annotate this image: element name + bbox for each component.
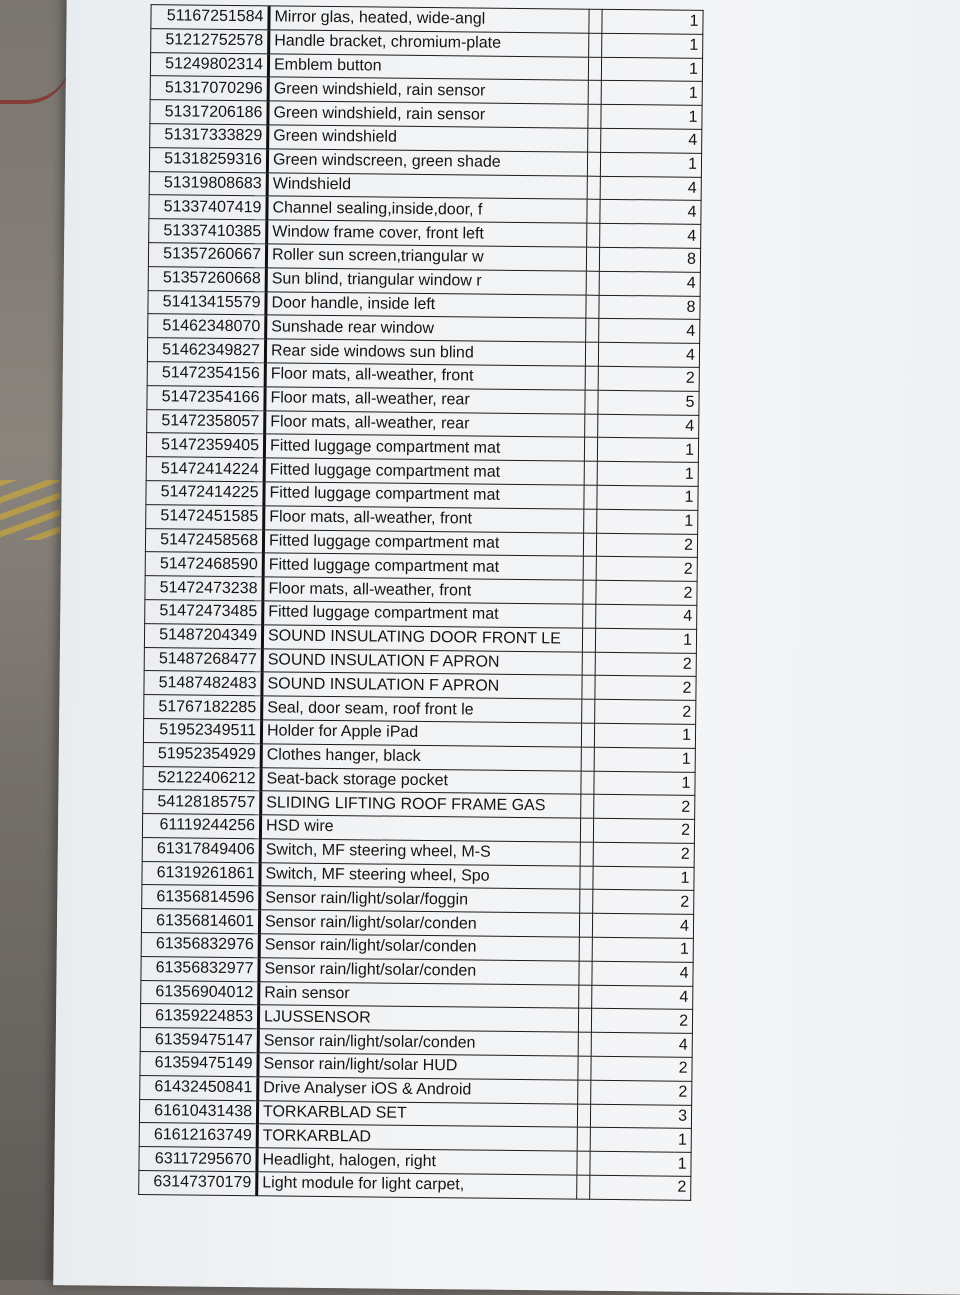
quantity-cell: 2 <box>593 818 694 843</box>
part-number-cell: 51337407419 <box>149 195 267 220</box>
description-cell: HSD wire <box>260 815 580 842</box>
quantity-cell: 1 <box>593 866 694 891</box>
quantity-cell: 1 <box>590 1128 691 1153</box>
quantity-cell: 4 <box>599 271 700 296</box>
quantity-cell: 4 <box>599 319 700 344</box>
description-cell: Headlight, halogen, right <box>257 1148 577 1175</box>
description-cell: Floor mats, all-weather, front <box>265 363 585 390</box>
printed-sheet <box>53 0 960 1295</box>
part-number-cell: 51357260667 <box>148 243 266 268</box>
quantity-cell: 4 <box>596 604 697 629</box>
quantity-cell: 1 <box>601 57 702 82</box>
quantity-cell: 2 <box>595 652 696 677</box>
quantity-cell: 1 <box>594 723 695 748</box>
parts-table-body <box>139 5 703 1201</box>
empty-cell <box>579 985 592 1009</box>
empty-cell <box>583 604 596 628</box>
empty-cell <box>586 295 599 319</box>
part-number-cell: 63147370179 <box>139 1171 257 1196</box>
description-cell: Green windshield, rain sensor <box>268 101 588 128</box>
part-number-cell: 51472414225 <box>146 481 264 506</box>
parts-table <box>138 4 703 1201</box>
empty-cell <box>579 961 592 985</box>
quantity-cell: 2 <box>594 795 695 820</box>
empty-cell <box>582 699 595 723</box>
quantity-cell: 4 <box>600 200 701 225</box>
quantity-cell: 2 <box>591 1056 692 1081</box>
empty-cell <box>588 104 601 128</box>
empty-cell <box>581 747 594 771</box>
description-cell: SOUND INSULATING DOOR FRONT LE <box>262 625 582 652</box>
description-cell: Windshield <box>267 172 587 199</box>
part-number-cell: 51472473485 <box>145 599 263 624</box>
quantity-cell: 2 <box>596 533 697 558</box>
description-cell: TORKARBLAD <box>257 1124 577 1151</box>
empty-cell <box>582 675 595 699</box>
empty-cell <box>584 509 597 533</box>
description-cell: Floor mats, all-weather, rear <box>265 387 585 414</box>
part-number-cell: 51167251584 <box>151 5 269 30</box>
description-cell: Light module for light carpet, <box>257 1172 577 1199</box>
description-cell: Holder for Apple iPad <box>261 720 581 747</box>
description-cell: Rear side windows sun blind <box>265 339 585 366</box>
quantity-cell: 2 <box>595 676 696 701</box>
part-number-cell: 61432450841 <box>140 1075 258 1100</box>
quantity-cell: 8 <box>599 295 700 320</box>
description-cell: Fitted luggage compartment mat <box>263 553 583 580</box>
part-number-cell: 51472458568 <box>145 528 263 553</box>
empty-cell <box>584 438 597 462</box>
description-cell: Fitted luggage compartment mat <box>264 458 584 485</box>
description-cell: Door handle, inside left <box>266 291 586 318</box>
part-number-cell: 51212752578 <box>151 28 269 53</box>
empty-cell <box>589 9 602 33</box>
part-number-cell: 51487268477 <box>144 647 262 672</box>
empty-cell <box>583 556 596 580</box>
quantity-cell: 8 <box>599 247 700 272</box>
quantity-cell: 4 <box>591 1033 692 1058</box>
quantity-cell: 1 <box>592 937 693 962</box>
empty-cell <box>587 223 600 247</box>
quantity-cell: 1 <box>602 33 703 58</box>
quantity-cell: 1 <box>597 509 698 534</box>
part-number-cell: 51472468590 <box>145 552 263 577</box>
empty-cell <box>588 57 601 81</box>
part-number-cell: 51357260668 <box>148 266 266 291</box>
part-number-cell: 51317206186 <box>150 100 268 125</box>
quantity-cell: 2 <box>591 1080 692 1105</box>
quantity-cell: 4 <box>601 128 702 153</box>
part-number-cell: 51487204349 <box>144 623 262 648</box>
description-cell: Sun blind, triangular window r <box>266 268 586 295</box>
description-cell: SOUND INSULATION F APRON <box>262 672 582 699</box>
quantity-cell: 3 <box>590 1104 691 1129</box>
description-cell: Floor mats, all-weather, front <box>263 577 583 604</box>
part-number-cell: 61319261861 <box>142 861 260 886</box>
empty-cell <box>581 771 594 795</box>
empty-cell <box>584 461 597 485</box>
description-cell: Floor mats, all-weather, rear <box>265 410 585 437</box>
empty-cell <box>580 890 593 914</box>
empty-cell <box>579 913 592 937</box>
description-cell: Clothes hanger, black <box>261 744 581 771</box>
description-cell: Green windshield <box>268 125 588 152</box>
part-number-cell: 51952354929 <box>143 742 261 767</box>
quantity-cell: 4 <box>598 414 699 439</box>
part-number-cell: 51462348070 <box>148 314 266 339</box>
part-number-cell: 51319808683 <box>149 171 267 196</box>
empty-cell <box>581 794 594 818</box>
quantity-cell: 1 <box>597 485 698 510</box>
quantity-cell: 4 <box>598 342 699 367</box>
description-cell: Roller sun screen,triangular w <box>266 244 586 271</box>
empty-cell <box>585 414 598 438</box>
part-number-cell: 61356814601 <box>141 909 259 934</box>
empty-cell <box>583 580 596 604</box>
description-cell: Fitted luggage compartment mat <box>264 482 584 509</box>
quantity-cell: 1 <box>601 105 702 130</box>
description-cell: Handle bracket, chromium-plate <box>269 30 589 57</box>
empty-cell <box>585 390 598 414</box>
quantity-cell: 4 <box>592 914 693 939</box>
part-number-cell: 61359475149 <box>140 1052 258 1077</box>
quantity-cell: 1 <box>594 771 695 796</box>
part-number-cell: 51472354166 <box>147 385 265 410</box>
description-cell: Fitted luggage compartment mat <box>264 434 584 461</box>
quantity-cell: 2 <box>595 699 696 724</box>
part-number-cell: 51767182285 <box>144 695 262 720</box>
quantity-cell: 2 <box>593 842 694 867</box>
empty-cell <box>587 176 600 200</box>
part-number-cell: 51487482483 <box>144 671 262 696</box>
part-number-cell: 54128185757 <box>143 790 261 815</box>
part-number-cell: 51472473238 <box>145 576 263 601</box>
description-cell: Rain sensor <box>259 981 579 1008</box>
description-cell: Channel sealing,inside,door, f <box>267 196 587 223</box>
description-cell: Green windshield, rain sensor <box>268 77 588 104</box>
description-cell: LJUSSENSOR <box>258 1005 578 1032</box>
quantity-cell: 2 <box>593 890 694 915</box>
quantity-cell: 1 <box>594 747 695 772</box>
description-cell: Sensor rain/light/solar/conden <box>259 910 579 937</box>
description-cell: Seal, door seam, roof front le <box>262 696 582 723</box>
quantity-cell: 1 <box>601 81 702 106</box>
empty-cell <box>580 842 593 866</box>
quantity-cell: 1 <box>597 438 698 463</box>
part-number-cell: 51472358057 <box>147 409 265 434</box>
part-number-cell: 51472359405 <box>146 433 264 458</box>
empty-cell <box>577 1151 590 1175</box>
part-number-cell: 51317333829 <box>150 124 268 149</box>
quantity-cell: 4 <box>592 985 693 1010</box>
description-cell: SLIDING LIFTING ROOF FRAME GAS <box>261 791 581 818</box>
quantity-cell: 5 <box>598 390 699 415</box>
description-cell: Switch, MF steering wheel, M-S <box>260 839 580 866</box>
part-number-cell: 51413415579 <box>148 290 266 315</box>
description-cell: Seat-back storage pocket <box>261 767 581 794</box>
part-number-cell: 63117295670 <box>139 1147 257 1172</box>
quantity-cell: 1 <box>600 152 701 177</box>
empty-cell <box>584 485 597 509</box>
part-number-cell: 61359475147 <box>140 1028 258 1053</box>
part-number-cell: 51472451585 <box>146 504 264 529</box>
part-number-cell: 61612163749 <box>139 1123 257 1148</box>
description-cell: Sensor rain/light/solar HUD <box>258 1053 578 1080</box>
empty-cell <box>580 866 593 890</box>
description-cell: Floor mats, all-weather, front <box>264 506 584 533</box>
description-cell: Mirror glas, heated, wide-angl <box>269 6 589 33</box>
part-number-cell: 61610431438 <box>139 1099 257 1124</box>
empty-cell <box>583 533 596 557</box>
empty-cell <box>578 1032 591 1056</box>
part-number-cell: 61356814596 <box>142 885 260 910</box>
part-number-cell: 61356832976 <box>141 933 259 958</box>
empty-cell <box>587 152 600 176</box>
description-cell: Switch, MF steering wheel, Spo <box>260 862 580 889</box>
quantity-cell: 2 <box>598 366 699 391</box>
part-number-cell: 51337410385 <box>149 219 267 244</box>
part-number-cell: 52122406212 <box>143 766 261 791</box>
description-cell: Window frame cover, front left <box>267 220 587 247</box>
part-number-cell: 61317849406 <box>142 837 260 862</box>
empty-cell <box>587 200 600 224</box>
quantity-cell: 2 <box>591 1009 692 1034</box>
floor-marking <box>0 480 60 540</box>
empty-cell <box>586 319 599 343</box>
empty-cell <box>580 818 593 842</box>
description-cell: TORKARBLAD SET <box>257 1100 577 1127</box>
quantity-cell: 1 <box>597 461 698 486</box>
quantity-cell: 4 <box>600 223 701 248</box>
description-cell: Emblem button <box>268 53 588 80</box>
quantity-cell: 4 <box>600 176 701 201</box>
part-number-cell: 61119244256 <box>142 814 260 839</box>
empty-cell <box>577 1175 590 1199</box>
part-number-cell: 51249802314 <box>150 52 268 77</box>
table-row <box>139 1171 691 1201</box>
empty-cell <box>579 937 592 961</box>
part-number-cell: 51318259316 <box>149 147 267 172</box>
empty-cell <box>586 271 599 295</box>
empty-cell <box>585 366 598 390</box>
part-number-cell: 51462349827 <box>147 338 265 363</box>
empty-cell <box>585 342 598 366</box>
empty-cell <box>582 652 595 676</box>
part-number-cell: 61359224853 <box>140 1004 258 1029</box>
description-cell: Sensor rain/light/solar/conden <box>259 958 579 985</box>
description-cell: Green windscreen, green shade <box>267 149 587 176</box>
part-number-cell: 61356904012 <box>141 980 259 1005</box>
part-number-cell: 51472354156 <box>147 362 265 387</box>
description-cell: Sensor rain/light/solar/conden <box>258 1029 578 1056</box>
quantity-cell: 2 <box>596 557 697 582</box>
quantity-cell: 4 <box>592 961 693 986</box>
description-cell: SOUND INSULATION F APRON <box>262 648 582 675</box>
description-cell: Sunshade rear window <box>266 315 586 342</box>
description-cell: Sensor rain/light/solar/conden <box>259 934 579 961</box>
quantity-cell: 1 <box>595 628 696 653</box>
empty-cell <box>586 247 599 271</box>
empty-cell <box>589 33 602 57</box>
part-number-cell: 51952349511 <box>143 718 261 743</box>
empty-cell <box>577 1104 590 1128</box>
empty-cell <box>582 628 595 652</box>
quantity-cell: 1 <box>602 9 703 34</box>
empty-cell <box>588 128 601 152</box>
description-cell: Fitted luggage compartment mat <box>263 529 583 556</box>
empty-cell <box>581 723 594 747</box>
empty-cell <box>578 1080 591 1104</box>
quantity-cell: 1 <box>590 1152 691 1177</box>
part-number-cell: 61356832977 <box>141 956 259 981</box>
quantity-cell: 2 <box>590 1175 691 1200</box>
description-cell: Drive Analyser iOS & Android <box>258 1077 578 1104</box>
empty-cell <box>577 1128 590 1152</box>
description-cell: Sensor rain/light/solar/foggin <box>260 886 580 913</box>
empty-cell <box>588 81 601 105</box>
quantity-cell: 2 <box>596 580 697 605</box>
part-number-cell: 51472414224 <box>146 457 264 482</box>
part-number-cell: 51317070296 <box>150 76 268 101</box>
description-cell: Fitted luggage compartment mat <box>263 601 583 628</box>
empty-cell <box>578 1009 591 1033</box>
empty-cell <box>578 1056 591 1080</box>
